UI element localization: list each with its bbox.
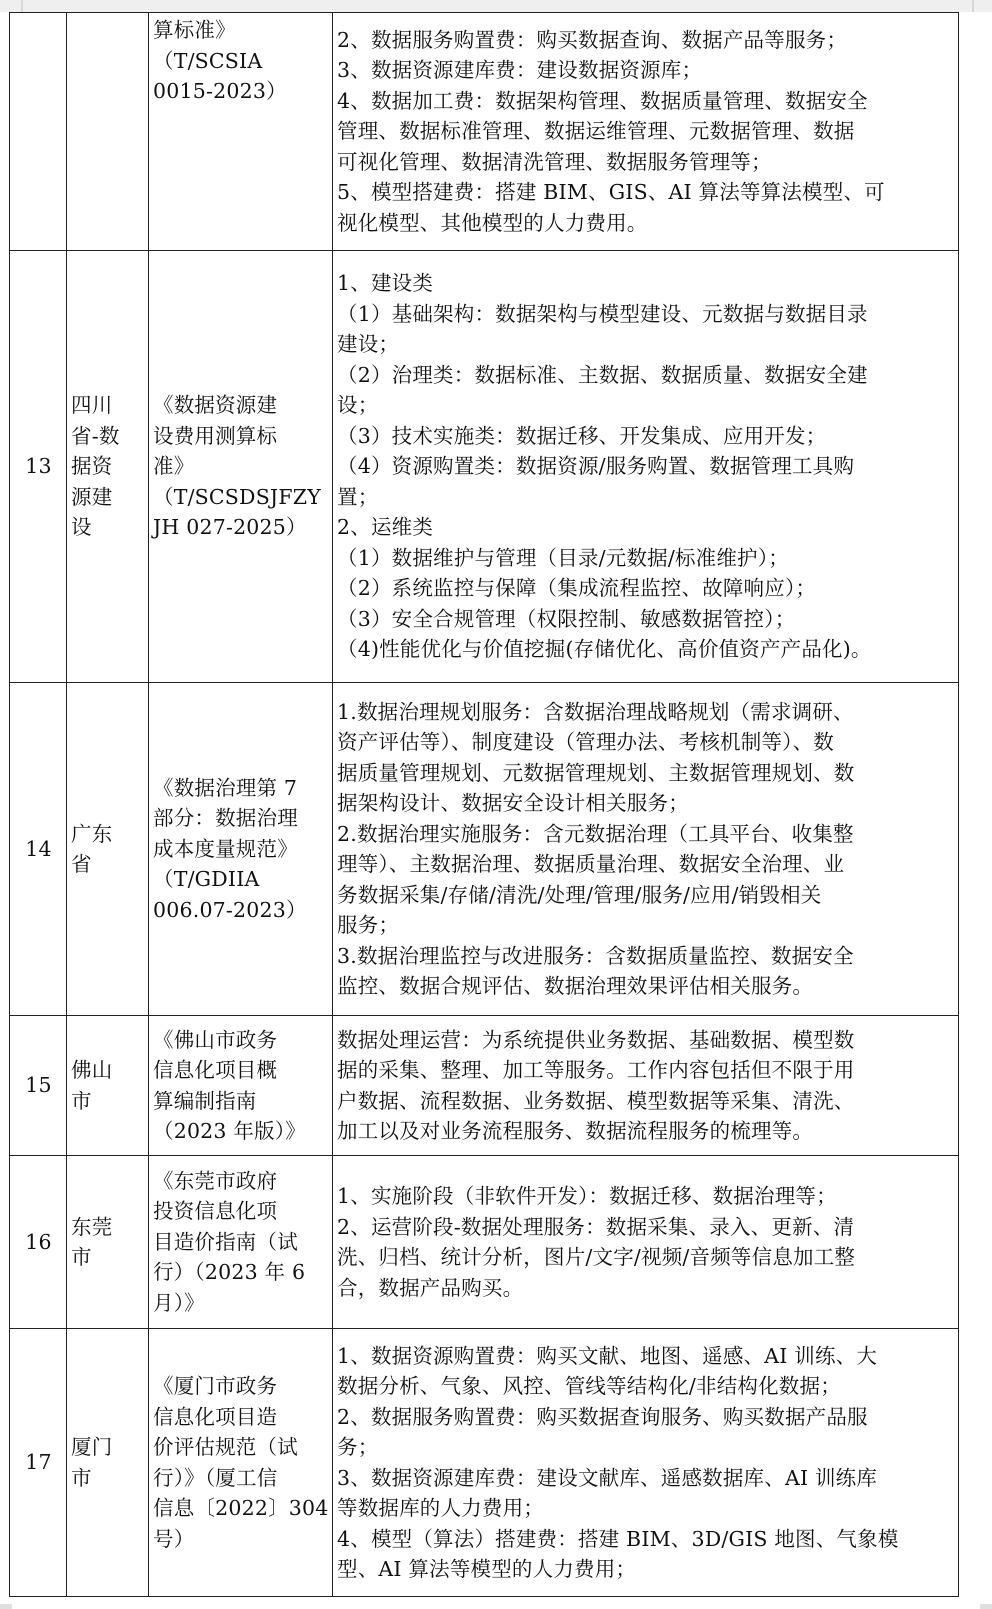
standard-cell-line: 号）: [153, 1526, 195, 1551]
standard-cell: [149, 1329, 333, 1597]
ruler-tick: [972, 0, 974, 12]
region-cell-line: 东莞: [71, 1214, 113, 1239]
content-cell-line: 设；: [337, 393, 379, 418]
content-cell-line: 户数据、流程数据、业务数据、模型数据等采集、清洗、: [337, 1088, 855, 1113]
content-cell-line: 2、数据服务购置费：购买数据查询、数据产品等服务；: [337, 27, 848, 52]
standard-cell-line: JH 027-2025）: [153, 515, 307, 540]
region-cell-line: 市: [71, 1245, 92, 1269]
content-cell-line: 加工以及对业务流程服务、数据流程服务的梳理等。: [337, 1119, 814, 1143]
content-cell-line: 4、数据加工费：数据架构管理、数据质量管理、数据安全: [337, 88, 868, 113]
region-cell: [67, 683, 149, 1016]
row-number: 16: [25, 1229, 52, 1254]
number-cell: [10, 1329, 67, 1597]
standard-cell-line: （T/SCSIA: [153, 48, 263, 73]
standard-cell: [149, 251, 333, 683]
standard-cell-line: 0015-2023）: [153, 79, 287, 103]
region-cell-line: 省: [71, 852, 92, 876]
content-cell: [333, 1329, 959, 1597]
table-row: [10, 683, 959, 1016]
region-cell-line: 佛山: [71, 1058, 113, 1082]
standard-cell-line: 《厦门市政务: [153, 1374, 278, 1398]
standard-cell: [149, 13, 333, 251]
standard-cell-line: （2023 年版）》: [153, 1119, 306, 1143]
content-cell-line: 型、AI 算法等模型的人力费用；: [337, 1557, 637, 1581]
row-number: 17: [25, 1450, 52, 1475]
standard-cell-line: 《数据治理第 7: [153, 775, 298, 800]
standard-cell-line: 部分：数据治理: [153, 806, 298, 831]
standard-cell-line: （T/GDIIA: [153, 867, 260, 892]
row-number: 15: [25, 1073, 52, 1098]
content-cell-line: 数据处理运营：为系统提供业务数据、基础数据、模型数: [337, 1027, 855, 1052]
content-cell-line: 务；: [337, 1435, 379, 1459]
content-cell: [333, 1156, 959, 1329]
content-cell-line: 2、运营阶段-数据处理服务：数据采集、录入、更新、清: [337, 1214, 855, 1239]
region-cell-line: 设: [71, 515, 92, 540]
standard-cell-line: 《数据资源建: [153, 393, 278, 418]
content-cell-line: （3）技术实施类：数据迁移、开发集成、应用开发；: [337, 423, 827, 448]
content-cell-line: 3.数据治理监控与改进服务：含数据质量监控、数据安全: [337, 943, 854, 968]
content-cell-line: 据的采集、整理、加工等服务。工作内容包括但不限于用: [337, 1058, 855, 1082]
content-cell-line: 资产评估等）、制度建设（管理办法、考核机制等）、数: [337, 730, 834, 754]
content-cell-line: 4、模型（算法）搭建费：搭建 BIM、3D/GIS 地图、气象模: [337, 1526, 899, 1551]
standard-cell: [149, 1016, 333, 1156]
content-cell-line: 3、数据资源建库费：建设文献库、遥感数据库、AI 训练库: [337, 1465, 878, 1490]
standard-cell-line: 信息化项目造: [153, 1404, 278, 1429]
number-cell: [10, 1016, 67, 1156]
region-cell-line: 厦门: [71, 1435, 113, 1459]
region-cell: [67, 13, 149, 251]
standard-cell-line: 设费用测算标: [153, 423, 278, 448]
standard-cell-line: 006.07-2023）: [153, 897, 307, 922]
content-cell-line: 务数据采集/存储/清洗/处理/管理/服务/应用/销毁相关: [337, 882, 822, 907]
content-cell-line: 据质量管理规划、元数据管理规划、主数据管理规划、数: [337, 760, 855, 785]
standard-cell-line: 价评估规范（试: [153, 1435, 298, 1459]
content-cell: [333, 13, 959, 251]
content-cell-line: （1）基础架构：数据架构与模型建设、元数据与数据目录: [337, 301, 868, 326]
content-cell-line: 1、建设类: [337, 271, 434, 296]
content-cell-line: 2.数据治理实施服务：含元数据治理（工具平台、收集整: [337, 821, 854, 846]
region-cell: [67, 1329, 149, 1597]
content-cell-line: 视化模型、其他模型的人力费用。: [337, 210, 648, 235]
number-cell: [10, 683, 67, 1016]
standard-cell: [149, 683, 333, 1016]
content-cell-line: 置；: [337, 484, 379, 509]
content-cell-line: （4）资源购置类：数据资源/服务购置、数据管理工具购: [337, 454, 855, 479]
content-cell-line: 管理、数据标准管理、数据运维管理、元数据管理、数据: [337, 119, 855, 144]
content-cell: [333, 683, 959, 1016]
standard-cell-line: 行）（2023 年 6: [153, 1260, 306, 1285]
region-cell-line: 源建: [71, 484, 113, 509]
content-cell-line: 2、数据服务购置费：购买数据查询服务、购买数据产品服: [337, 1404, 868, 1429]
cost-standards-table: [9, 12, 959, 1597]
number-cell: [10, 1156, 67, 1329]
page-corner-mark: [980, 1604, 992, 1609]
region-cell-line: 市: [71, 1465, 92, 1490]
content-cell-line: （3）安全合规管理（权限控制、敏感数据管控）；: [337, 606, 796, 631]
row-number: 14: [25, 836, 52, 861]
standard-cell-line: 信息化项目概: [153, 1058, 278, 1082]
content-cell: [333, 1016, 959, 1156]
table-row: [10, 251, 959, 683]
content-cell-line: 理等）、主数据治理、数据质量治理、数据安全治理、业: [337, 852, 845, 876]
content-cell-line: 合，数据产品购买。: [337, 1275, 524, 1300]
table-row: [10, 1329, 959, 1597]
content-cell-line: 1.数据治理规划服务：含数据治理战略规划（需求调研、: [337, 699, 854, 724]
region-cell: [67, 1156, 149, 1329]
content-cell-line: （2）系统监控与保障（集成流程监控、故障响应）；: [337, 576, 817, 601]
standard-cell-line: 算编制指南: [153, 1088, 257, 1113]
content-cell-line: 5、模型搭建费：搭建 BIM、GIS、AI 算法等算法模型、可: [337, 180, 885, 205]
table-row: [10, 1016, 959, 1156]
ruler-tick: [21, 0, 23, 12]
content-cell-line: 3、数据资源建库费：建设数据资源库；: [337, 58, 703, 83]
standard-cell-line: 行）》（厦工信: [153, 1465, 278, 1490]
content-cell: [333, 251, 959, 683]
standard-cell-line: 月）》: [153, 1290, 205, 1315]
number-cell: [10, 13, 67, 251]
content-cell-line: 数据分析、气象、风控、管线等结构化/非结构化数据；: [337, 1374, 841, 1398]
standard-cell-line: 成本度量规范》: [153, 836, 298, 861]
content-cell-line: （1）数据维护与管理（目录/元数据/标准维护）；: [337, 545, 789, 570]
number-cell: [10, 251, 67, 683]
standard-cell-line: 目造价指南（试: [153, 1229, 298, 1254]
content-cell-line: （2）治理类：数据标准、主数据、数据质量、数据安全建: [337, 362, 868, 387]
table-row: [10, 13, 959, 251]
region-cell-line: 省-数: [71, 423, 120, 448]
page-top-edge: [0, 0, 992, 12]
region-cell: [67, 251, 149, 683]
content-cell-line: 1、实施阶段（非软件开发）：数据迁移、数据治理等；: [337, 1184, 837, 1208]
content-cell-line: （4)性能优化与价值挖掘(存储优化、高价值资产产品化)。: [337, 637, 872, 662]
region-cell-line: 市: [71, 1088, 92, 1113]
table-row: [10, 1156, 959, 1329]
region-cell-line: 四川: [71, 393, 113, 418]
standard-cell-line: （T/SCSDSJFZY: [153, 484, 321, 509]
standard-cell-line: 《佛山市政务: [153, 1027, 278, 1052]
row-number: 13: [25, 454, 52, 479]
region-cell-line: 广东: [71, 821, 113, 846]
content-cell-line: 据架构设计、数据安全设计相关服务；: [337, 791, 689, 815]
region-cell: [67, 1016, 149, 1156]
standard-cell-line: 投资信息化项: [153, 1199, 278, 1224]
standard-cell-line: 《东莞市政府: [153, 1168, 278, 1193]
content-cell-line: 等数据库的人力费用；: [337, 1496, 544, 1520]
page-corner-mark: [0, 1604, 12, 1609]
content-cell-line: 监控、数据合规评估、数据治理效果评估相关服务。: [337, 974, 814, 998]
standard-cell-line: 准》: [153, 454, 195, 479]
standard-cell-line: 算标准》: [153, 18, 236, 42]
content-cell-line: 洗、归档、统计分析，图片/文字/视频/音频等信息加工整: [337, 1245, 856, 1269]
content-cell-line: 建设；: [337, 332, 400, 357]
standard-cell-line: 信息〔2022〕304: [153, 1496, 329, 1520]
content-cell-line: 2、运维类: [337, 515, 434, 540]
standard-cell: [149, 1156, 333, 1329]
content-cell-line: 1、数据资源购置费：购买文献、地图、遥感、AI 训练、大: [337, 1343, 878, 1368]
content-cell-line: 服务；: [337, 913, 400, 937]
content-cell-line: 可视化管理、数据清洗管理、数据服务管理等；: [337, 149, 772, 174]
region-cell-line: 据资: [71, 454, 113, 479]
